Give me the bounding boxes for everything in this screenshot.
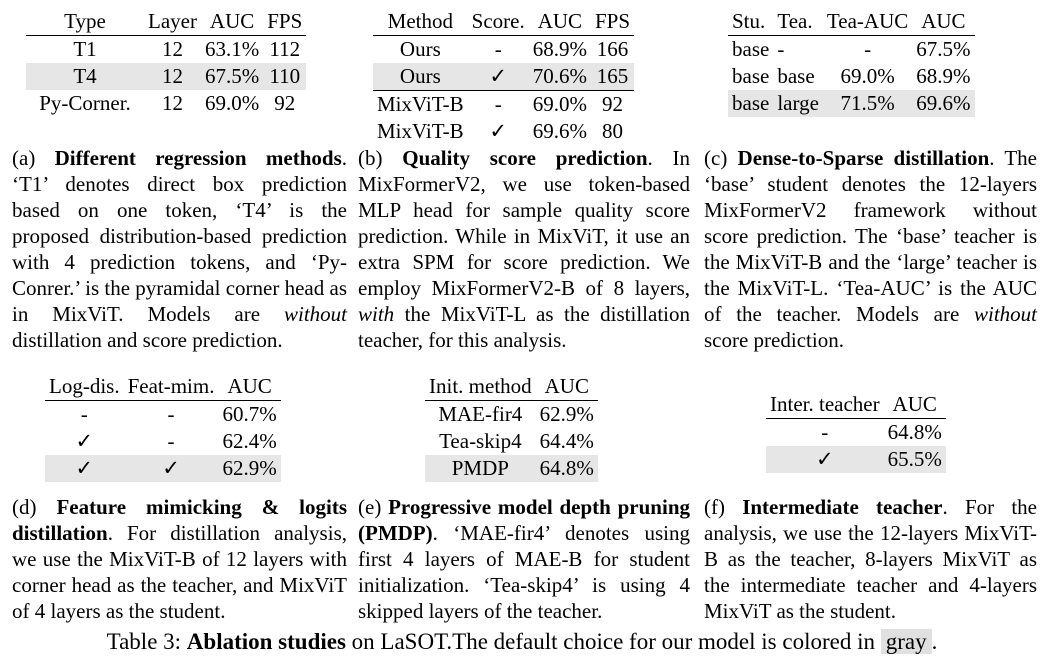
table-cell: MixViT-B bbox=[377, 119, 464, 143]
table-row-default bbox=[45, 455, 281, 482]
table-cell: 71.5% bbox=[823, 90, 912, 117]
table-row bbox=[728, 36, 975, 64]
table-cell: base bbox=[728, 90, 773, 117]
table-f-panel bbox=[766, 391, 946, 473]
table-row-default bbox=[766, 446, 946, 473]
caption-c-title: Dense-to-Sparse distillation bbox=[737, 146, 990, 170]
caption-d bbox=[12, 494, 347, 624]
table-row bbox=[45, 428, 281, 455]
table-cell: - bbox=[80, 402, 88, 426]
table-c-panel bbox=[728, 8, 975, 117]
table-f bbox=[766, 391, 946, 473]
caption-a-emphasis: without bbox=[283, 302, 347, 326]
table-caption-text: on LaSOT.The default choice for our model is colored in bbox=[345, 629, 881, 654]
table-cell: ✓ bbox=[75, 429, 94, 453]
table-cell: 64.8% bbox=[536, 455, 598, 482]
table-d-header: Feat-mim. bbox=[127, 374, 215, 398]
table-cell: - bbox=[777, 37, 785, 61]
caption-a-label: (a) bbox=[12, 146, 36, 170]
table-b-header: FPS bbox=[594, 9, 631, 33]
table-row bbox=[373, 118, 634, 145]
caption-c-emphasis: without bbox=[973, 302, 1037, 326]
caption-c-body: . The ‘base’ student denotes the 12-layers MixFormerV2 framework without score prediction. The ‘base’ teacher is the MixViT-B and the ‘large’ teacher is the MixViT-L. ‘Tea-AUC’ is the AUC of the teacher. Models are bbox=[704, 146, 1037, 326]
caption-a-title: Different regression methods bbox=[54, 146, 342, 170]
caption-c bbox=[704, 145, 1037, 353]
table-cell: 12 bbox=[144, 63, 201, 90]
table-cell: ✓ bbox=[45, 455, 124, 482]
caption-a-body: . ‘T1’ denotes direct box prediction based on one token, ‘T4’ is the proposed distribution-based prediction with 4 prediction tokens, and ‘Py-Conrer.’ is the pyramidal corner head as in MixViT. Models are bbox=[12, 146, 347, 326]
caption-c-body-end: score prediction. bbox=[704, 328, 844, 352]
table-row bbox=[373, 91, 634, 119]
table-cell: 112 bbox=[269, 37, 301, 61]
table-a-panel bbox=[26, 8, 306, 117]
table-f-header: AUC bbox=[892, 392, 937, 416]
table-cell: Tea-skip4 bbox=[439, 429, 522, 453]
table-cell: 69.6% bbox=[912, 90, 974, 117]
caption-b-body: . In MixFormerV2, we use token-based MLP head for sample quality score prediction. While in MixViT, it use an extra SPM for score prediction. We employ MixFormerV2-B of 8 layers, bbox=[358, 146, 691, 300]
table-cell: 64.8% bbox=[887, 420, 942, 444]
table-cell: base bbox=[732, 64, 770, 88]
table-row bbox=[728, 63, 975, 90]
caption-d-title: Feature mimicking & logits distillation bbox=[12, 495, 347, 545]
table-cell: 60.7% bbox=[222, 402, 277, 426]
caption-e bbox=[358, 494, 690, 624]
table-row-default bbox=[26, 63, 306, 90]
table-row-default bbox=[728, 90, 975, 117]
table-cell: 92 bbox=[602, 92, 623, 116]
table-cell: ✓ bbox=[766, 446, 884, 473]
table-row bbox=[45, 401, 281, 429]
caption-b-body-end: the MixViT-L as the distillation teacher, for this analysis. bbox=[358, 302, 690, 352]
table-a-header: AUC bbox=[209, 9, 255, 33]
table-caption-prefix: Table 3: bbox=[106, 629, 187, 654]
caption-c-label: (c) bbox=[704, 146, 728, 170]
table-cell: - bbox=[167, 429, 175, 453]
table-cell: T1 bbox=[73, 37, 97, 61]
table-cell: 68.9% bbox=[532, 37, 587, 61]
table-f-header: Inter. teacher bbox=[770, 392, 880, 416]
table-cell: 69.0% bbox=[840, 64, 895, 88]
caption-b-emphasis: with bbox=[358, 302, 395, 326]
table-cell: 69.6% bbox=[532, 119, 587, 143]
table-e-header: Init. method bbox=[429, 374, 532, 398]
table-row bbox=[425, 428, 598, 455]
caption-d-body: . For distillation analysis, we use the MixViT-B of 12 layers with corner head as the teacher, and MixViT of 4 layers as the student. bbox=[12, 521, 347, 623]
table-cell: - bbox=[864, 37, 872, 61]
caption-f-body: . For the analysis, we use the 12-layers MixViT-B as the teacher, 8-layers MixViT as the intermediate teacher and 4-layers MixViT as the student. bbox=[704, 495, 1037, 623]
table-cell: MAE-fir4 bbox=[438, 402, 523, 426]
table-cell: 80 bbox=[602, 119, 623, 143]
table-cell: 165 bbox=[591, 63, 634, 91]
table-c bbox=[728, 8, 975, 117]
caption-b bbox=[358, 145, 690, 353]
table-c-header: Tea. bbox=[777, 9, 813, 33]
table-b-panel bbox=[373, 8, 634, 145]
table-cell: 166 bbox=[596, 37, 629, 61]
caption-d-label: (d) bbox=[12, 495, 37, 519]
table-cell: 62.4% bbox=[222, 429, 277, 453]
table-caption-suffix: . bbox=[931, 629, 938, 654]
table-d-panel bbox=[45, 373, 281, 482]
table-cell: 67.5% bbox=[201, 63, 263, 90]
table-cell: - bbox=[821, 420, 829, 444]
caption-b-title: Quality score prediction bbox=[402, 146, 648, 170]
table-cell: 68.9% bbox=[916, 64, 971, 88]
table-row bbox=[766, 419, 946, 447]
caption-f bbox=[704, 494, 1037, 624]
table-cell: PMDP bbox=[425, 455, 536, 482]
table-d-header: AUC bbox=[227, 374, 272, 398]
table-cell: - bbox=[494, 92, 502, 116]
table-d-header: Log-dis. bbox=[49, 374, 120, 398]
gray-swatch: gray bbox=[881, 629, 932, 654]
table-cell: - bbox=[494, 37, 502, 61]
table-row bbox=[26, 36, 306, 64]
table-b-header: Score. bbox=[471, 9, 525, 33]
table-cell: 67.5% bbox=[916, 37, 971, 61]
table-cell: 64.4% bbox=[539, 429, 594, 453]
table-cell: Ours bbox=[373, 63, 468, 91]
table-c-header: Tea-AUC bbox=[826, 9, 909, 33]
table-cell: 69.0% bbox=[204, 91, 260, 115]
table-e-panel bbox=[425, 373, 598, 482]
table-caption bbox=[0, 627, 1044, 657]
caption-f-label: (f) bbox=[704, 495, 725, 519]
caption-e-body: . ‘MAE-fir4’ denotes using first 4 layers of MAE-B for student initialization. ‘Tea-skip4’ is using 4 skipped layers of the teacher. bbox=[358, 521, 690, 623]
table-cell: ✓ bbox=[124, 455, 219, 482]
table-cell: 62.9% bbox=[539, 402, 594, 426]
table-cell: T4 bbox=[26, 63, 144, 90]
table-row bbox=[26, 90, 306, 117]
table-cell: ✓ bbox=[489, 119, 507, 143]
caption-f-title: Intermediate teacher bbox=[742, 495, 943, 519]
table-cell: 12 bbox=[161, 37, 183, 61]
caption-a bbox=[12, 145, 347, 353]
table-cell: - bbox=[167, 402, 175, 426]
table-cell: 63.1% bbox=[204, 37, 260, 61]
table-a bbox=[26, 8, 306, 117]
table-b-header: AUC bbox=[537, 9, 583, 33]
table-c-header: AUC bbox=[921, 9, 966, 33]
table-cell: 70.6% bbox=[529, 63, 591, 91]
table-row bbox=[425, 401, 598, 429]
table-cell: 110 bbox=[263, 63, 306, 90]
caption-b-label: (b) bbox=[358, 146, 383, 170]
caption-e-label: (e) bbox=[358, 495, 382, 519]
table-b-header: Method bbox=[387, 9, 453, 33]
table-caption-bold: Ablation studies bbox=[186, 629, 346, 654]
table-c-header: Stu. bbox=[732, 9, 766, 33]
table-cell: base bbox=[732, 37, 770, 61]
caption-e-title: Progressive model depth pruning (PMDP) bbox=[358, 495, 690, 545]
table-cell: 92 bbox=[274, 91, 296, 115]
table-cell: base bbox=[777, 64, 815, 88]
table-a-header: Type bbox=[64, 9, 106, 33]
table-cell: Ours bbox=[399, 37, 441, 61]
table-a-header: FPS bbox=[267, 9, 303, 33]
table-cell: 62.9% bbox=[218, 455, 280, 482]
table-d bbox=[45, 373, 281, 482]
table-a-header: Layer bbox=[148, 9, 197, 33]
table-row-default bbox=[373, 63, 634, 91]
table-row bbox=[373, 36, 634, 64]
table-b bbox=[373, 8, 634, 145]
table-cell: ✓ bbox=[468, 63, 529, 91]
caption-a-body-end: distillation and score prediction. bbox=[12, 328, 283, 352]
table-cell: 69.0% bbox=[532, 92, 587, 116]
table-cell: MixViT-B bbox=[377, 92, 464, 116]
table-e-header: AUC bbox=[544, 374, 589, 398]
table-cell: large bbox=[773, 90, 823, 117]
table-cell: 12 bbox=[161, 91, 183, 115]
table-e bbox=[425, 373, 598, 482]
table-cell: Py-Corner. bbox=[39, 91, 131, 115]
table-row-default bbox=[425, 455, 598, 482]
table-cell: 65.5% bbox=[884, 446, 946, 473]
